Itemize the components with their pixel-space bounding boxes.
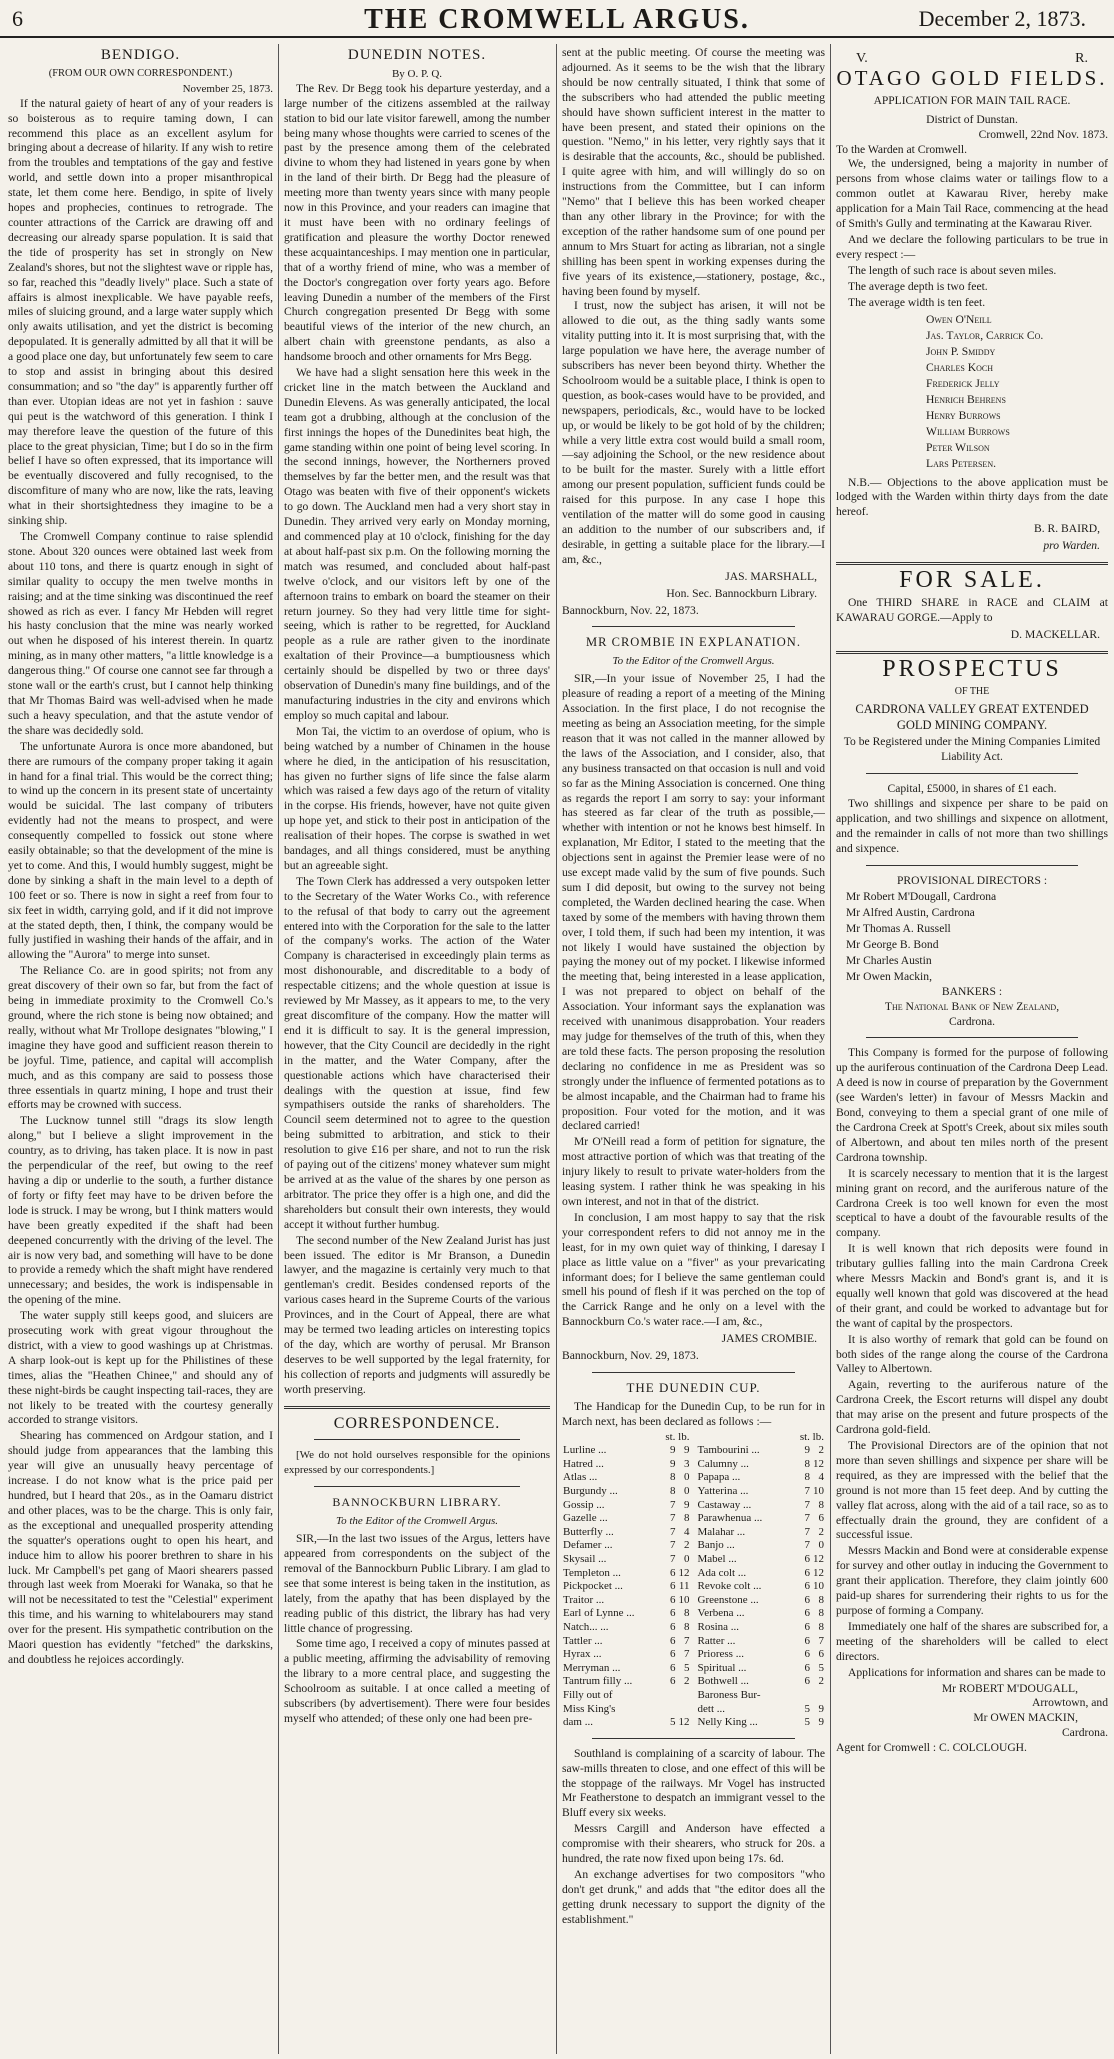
paragraph: sent at the public meeting. Of course the meeting was adjourned. As it seems to be the wish that the library should be now centrally situated, I think that some of the subscribers who had attended the public meeting should have shown sufficient interest in the matter to have been present, and stated their opinions on the question. "Nemo," in his letter, very rightly says that it is desirable that the accounts, &c., should be published. I quite agree with him, and will willingly do so on instructions from the Committee, but I can inform "Nemo" that I believe this has been worked cheaper than any other library in the Province; for with the exception of the rather handsome sum of one pound per annum to Mrs Stuart for acting as librarian, not a single shilling has been spent in working expenses during the five years of its existence,—stationery, postage, &c., having been found by myself. [562, 46, 825, 298]
weight-pounds: 6 [818, 1648, 824, 1661]
weight-pounds: 10 [813, 1485, 824, 1498]
bank-location: Cardrona. [948, 1014, 996, 1028]
divider [314, 1486, 520, 1487]
paragraph: The water supply still keeps good, and sluicers are prosecuting work with great vigour throughout the district, with a view to good washings up at Christmas. A sharp look-out is kept up for the Philistines of these times, alias the "Heathen Chinee," and should any of these night-birds be caught inspecting tail-races, they are not likely to be treated with the courtesy generally accorded to strange visitors. [8, 1309, 273, 1427]
weight-stone: 9 [670, 1457, 676, 1470]
horse-name: Parawhenua ... [697, 1512, 763, 1525]
horse-name: Lurline ... [563, 1444, 607, 1457]
handicap-table-right [697, 1431, 826, 1730]
weight-pounds: 0 [684, 1553, 690, 1565]
weight-pounds: 6 [818, 1512, 824, 1525]
column-bendigo [8, 46, 273, 2051]
handicap-row [562, 1621, 691, 1635]
weight-pounds: 3 [684, 1457, 690, 1470]
handicap-row [562, 1499, 691, 1513]
paragraph: SIR,—In your issue of November 25, I had the pleasure of reading a report of a meeting of the Mining Association. In the first place, I do not recognise the meeting as being an Association meeting, for the simple reason that it was not called in the manner allowed by the laws of the Association, and I consider, also, that any business transacted on that occasion is null and void so far as the Mining Association is concerned. One thing as regards the report I am sorry to say: your informant has steered as far clear of the truth as possible,—whether with intention or not he knows best himself. In explanation, Mr Editor, I stated to the meeting that the objections sent in against the Premier lease were of no use except made valid by the sum of five pounds. Such sum I did deposit, but owing to the survey not being completed, the Warden declined hearing the case. When taxed by some of the members with having thrown them over, I told them, if such had been my intention, it was not likely I would have sustained the objection by paying the money out of my pocket. I likewise informed the meeting that, being interested in a lease application, I was not prepared to object on behalf of the Association. Your informant says the explanation was received with unanimous disapprobation. Your readers may judge for themselves of the truth of this, when they are told these facts. The person proposing the resolution declaring no confidence in me as President was so strongly under the influence of fermented potations as to be almost incapable, and the Chairman had to frame his proposition. Four voted for the motion, and it was declared carried! [562, 672, 825, 1133]
weight-stone: 6 [804, 1580, 810, 1593]
paragraph: It is also worthy of remark that gold can be found on both sides of the range along the course of the Cardrona Valley to Albertown. [836, 1332, 1108, 1376]
handicap-row [697, 1458, 826, 1472]
paragraph: If the natural gaiety of heart of any of your readers is so boisterous as to require taming down, I can recommend this place as an excellent asylum for bringing about a decrease of hilarity. If any wish to retire from the troubles and temptations of the gay and festive world, and settle down into a proper misanthropical state, let them come here. Bendigo, in spite of lively hopes and prophecies, continues to retrograde. The counter attractions of the Carrick are drawing off and decreasing our already sparse population. It is said that the tide of prosperity has set in strongly on New Zealand's shores, but not the slightest wave or ripple has, so far, reached this "deadly lively" place. Such a state of affairs is almost inexplicable. We have payable reefs, miles of sluicing ground, and a large water supply which only awaits utilisation, and yet the district is becoming depopulated. It is generally admitted by all that it will be a good place one day, but unfortunately few seem to care to stop and assist in bringing about this desired consummation; and so "the day" is apparently further off than ever. Utopian ideas are not yet in fashion : sauve qui peut is the watchword of this generation. I think I may therefore leave the question of the future of this place to the great physician, Time; but I do so in the firm belief I have so often expressed, that its importance will be eventually discovered and fully recognised, to the discomfiture of many who are now, like the rats, leaving what in their shortsightedness they imagine to be a sinking ship. [8, 96, 273, 528]
weight-stone: 5 [670, 1716, 676, 1729]
handicap-row [697, 1485, 826, 1499]
weight-pounds: 8 [684, 1607, 690, 1620]
weight-pounds: 8 [818, 1593, 824, 1606]
weight-pounds: 12 [813, 1566, 824, 1579]
handicap-row [697, 1689, 826, 1703]
particular: The average width is ten feet. [848, 295, 986, 309]
handicap-row [697, 1594, 826, 1608]
weight-pounds: 7 [818, 1634, 824, 1647]
divider [836, 651, 1108, 654]
handicap-row [562, 1444, 691, 1458]
weight-stone [663, 1703, 677, 1717]
handicap-row [697, 1607, 826, 1621]
editor-note: [We do not hold ourselves responsible for the opinions expressed by our correspondents.] [284, 1449, 550, 1477]
divider [314, 1439, 520, 1440]
weight-stone: 7 [804, 1525, 810, 1538]
weight-stone: 6 [804, 1620, 810, 1633]
weight-stone: 6 [804, 1566, 810, 1579]
column-dunedin-notes [284, 46, 550, 2051]
bank-name: The National Bank of New Zealand, [884, 999, 1060, 1013]
weight-pounds: 5 [818, 1661, 824, 1674]
horse-name: Calumny ... [697, 1457, 749, 1470]
advert-title-for-sale: FOR SALE. [899, 567, 1045, 594]
cipher-r: R. [1075, 51, 1088, 66]
contact-name: Mr ROBERT M'DOUGALL, [941, 1681, 1078, 1695]
handicap-row [697, 1621, 826, 1635]
weight-stone: 9 [670, 1444, 676, 1457]
paragraph: The Provisional Directors are of the opinion that not more than seven shillings and sixpence per share will be required, as they are impressed with the belief that the ground is not more than 15 feet deep. And by cutting the valley flat across, along with the aid of a tail race, so as to effectually drain the ground, they are confident of a successful issue. [836, 1439, 1108, 1542]
weight-pounds: 0 [818, 1539, 824, 1552]
weight-stone: 6 [670, 1661, 676, 1674]
weight-pounds: 2 [684, 1675, 690, 1688]
column-rule [278, 44, 279, 2054]
contact-name: Mr OWEN MACKIN, [973, 1711, 1078, 1725]
horse-name: Gazelle ... [563, 1512, 608, 1525]
weight-stone: 6 [804, 1648, 810, 1661]
weight-pounds: 9 [684, 1498, 690, 1511]
column-rule [556, 44, 557, 2054]
paragraph: The Lucknow tunnel still "drags its slow length along," but I believe a slight improvement in the country, as to driving, has taken place. It is now in past the perpendicular of the reef, but owing to the reef having a dip or underlie to the south, a further distance of forty or fifty feet may have to be driven before the lode is struck. I may be wrong, but I think matters would have been greatly expedited if the shaft had been deepened concurrently with the driving of the level. The air is now very bad, and something will have to be done to provide a remedy which the shaft might have rendered unnecessary; and besides, the work is indispensable in the opening of the mine. [8, 1114, 273, 1307]
divider [836, 562, 1108, 565]
paragraph: We, the undersigned, being a majority in number of persons from whose claims water or tailings flow to a common outlet at Kawarau River, hereby make application for a Main Tail Race, commencing at the head of Smith's Gully and terminating at the Kawarau River. [836, 157, 1108, 231]
horse-name: Filly out of [563, 1688, 613, 1701]
weight-stone: 7 [804, 1539, 810, 1552]
weight-stone: 7 [670, 1525, 676, 1538]
cipher-v: V. [856, 51, 868, 66]
weight-stone: 6 [670, 1634, 676, 1647]
column-correspondence [562, 46, 825, 2051]
paragraph: Immediately one half of the shares are subscribed for, a meeting of the shareholders will be called to elect directors. [836, 1619, 1108, 1663]
weight-unit-header: st. lb. [799, 1430, 824, 1443]
weight-pounds: 8 [818, 1498, 824, 1511]
paragraph: Messrs Cargill and Anderson have effected a compromise with their shearers, who struck for 20s. a hundred, the rate now fixed upon being 17s. 6d. [562, 1822, 825, 1866]
weight-stone: 6 [670, 1566, 676, 1579]
divider [592, 1372, 795, 1373]
applicant-name: Owen O'Neill [926, 312, 992, 326]
paragraph: The Cromwell Company continue to raise splendid stone. About 320 ounces were obtained last week from about 110 tons, and there is quartz enough in sight of similar quality to occupy the men twelve months in raising; and at the time sinking was discontinued the reef showed as rich as ever. I fancy Mr Hebden will regret his hasty conclusion that the mine was nearly worked out when he disposed of his interest therein. In quartz mining, as in many other matters, "a little knowledge is a dangerous thing." Of course one cannot see far through a stone wall or the earth's crust, but I cannot help thinking that Mr Thomas Baird was well-advised when he made such a heavy speculation, and that the astute vendor of the share was decidedly sold. [8, 530, 273, 737]
horse-name: Pickpocket ... [563, 1580, 623, 1593]
handicap-row [562, 1539, 691, 1553]
weight-pounds: 11 [678, 1580, 690, 1593]
weight-stone [797, 1689, 811, 1703]
page-number: 6 [12, 6, 23, 31]
registration-note: To be Registered under the Mining Companies Limited Liability Act. [843, 735, 1101, 764]
weight-stone: 8 [670, 1471, 676, 1484]
advert-addressee: To the Warden at Cromwell. [836, 142, 968, 156]
paragraph: An exchange advertises for two compositors "who don't get drunk," and adds that "the editor does all the getting drunk necessary to support the dignity of the establishment." [562, 1867, 825, 1926]
weight-pounds: 8 [818, 1607, 824, 1620]
weight-stone: 6 [670, 1675, 676, 1688]
horse-name: Tambourini ... [697, 1444, 760, 1457]
directors-heading: PROVISIONAL DIRECTORS : [896, 873, 1048, 887]
weight-stone: 7 [804, 1498, 810, 1511]
handicap-row [697, 1716, 826, 1730]
handicap-row [562, 1675, 691, 1689]
paragraph: In conclusion, I am most happy to say that the risk your correspondent refers to did not annoy me in the least, for in my own quiet way of thinking, I daresay I place as little value on a "fiver" as your prevaricating informant does; for I believe the same gentleman could smell his pound of flesh if it was perched on the top of the Carrick Range and he only on a level with the Bannockburn Co.'s water race.—I am, &c., [562, 1210, 825, 1329]
horse-name: Butterfly ... [563, 1525, 614, 1538]
horse-name: Skysail ... [563, 1553, 607, 1565]
handicap-row [697, 1499, 826, 1513]
horse-name: Mabel ... [697, 1553, 737, 1565]
applicant-name: Henrich Behrens [926, 392, 1006, 406]
paragraph: The Town Clerk has addressed a very outspoken letter to the Secretary of the Water Works Co., with reference to the refusal of that body to carry out the agreement entered into with the Corporation for the sale to the latter of the company's works. The action of the Water Company is characterised in exceedingly plain terms as most dishonourable, and discreditable to a body of respectable citizens; and the whole question at issue is reviewed by Mr Massey, as it appears to me, to the very great discomfiture of the company. How the matter will end it is difficult to say. It is the general impression, however, that the City Council are decidedly in the right in the matter, and the Water Company, after the questionable actions which have characterised their dealings with the question at issue, find few sympathisers outside the ranks of shareholders. The Council seem determined not to agree to the question being submitted to arbitration, and stick to their resolution to give £16 per share, and not to run the risk of paying out of the citizens' money whatever sum might be arrived at as the value of the shares by one person as arbitrator. The price they offer is a high one, and did the shareholders but consult their own interests, they would accept it without further humbug. [284, 874, 550, 1231]
applicant-name: John P. Smiddy [926, 344, 996, 358]
handicap-row [697, 1675, 826, 1689]
signature-title: Hon. Sec. Bannockburn Library. [666, 586, 817, 600]
weight-stone: 8 [804, 1457, 810, 1470]
weight-stone: 6 [804, 1661, 810, 1674]
handicap-row [562, 1485, 691, 1499]
horse-name: Natch... ... [563, 1620, 609, 1633]
signature: JAS. MARSHALL, [725, 569, 817, 583]
paragraph: And we declare the following particulars to be true in every respect :— [836, 232, 1108, 261]
weight-pounds: 10 [813, 1580, 824, 1593]
applicant-name: William Burrows [926, 424, 1010, 438]
advert-title-gold-fields: OTAGO GOLD FIELDS. [836, 65, 1108, 90]
horse-name: Greenstone ... [697, 1593, 759, 1606]
weight-stone: 6 [804, 1553, 810, 1565]
horse-name: Banjo ... [697, 1539, 735, 1552]
handicap-row [562, 1471, 691, 1485]
weight-pounds: 12 [813, 1457, 824, 1470]
weight-pounds: 0 [684, 1471, 690, 1484]
column-advertisements [836, 46, 1108, 2051]
weight-stone: 5 [804, 1716, 810, 1729]
weight-pounds: 10 [678, 1593, 690, 1606]
horse-name: dett ... [697, 1702, 725, 1715]
weight-pounds: 2 [684, 1539, 690, 1552]
paragraph: The Rev. Dr Begg took his departure yesterday, and a large number of the citizens assembled at the railway station to bid our late visitor farewell, among the number being many whose thoughts were carried to scenes of the past by the presence among them of the celebrated divine to whom they had listened in years gone by when in the land of their birth. Dr Begg had the pleasure of meeting more than twenty years since with many people now in this Province, and your readers can imagine that it must have been with no ordinary feelings of gratification and pleasure the worthy Doctor renewed these acquaintanceships. I may mention one in particular, that of a worthy friend of mine, who was a member of the Doctor's congregation over forty years ago. Before leaving Dunedin a number of the members of the First Church congregation presented Dr Begg with some beautiful views of the interior of the new church, an albert chain with greenstone pendants, as also a handsome brooch and other ornaments for Mrs Begg. [284, 81, 550, 364]
company-name: CARDRONA VALLEY GREAT EXTENDED GOLD MINING COMPANY. [855, 702, 1089, 733]
weight-pounds: 8 [684, 1620, 690, 1633]
weight-unit-header: st. lb. [665, 1430, 690, 1443]
signature: JAMES CROMBIE. [721, 1332, 817, 1346]
paragraph: It is scarcely necessary to mention that it is the largest mining grant on record, and the auriferous nature of the Cardrona Creek is too well known for even the most sceptical to have a doubt of the favourable results of the company. [836, 1166, 1108, 1240]
director-name: Mr Robert M'Dougall, Cardrona [846, 889, 997, 903]
weight-stone: 6 [804, 1607, 810, 1620]
paragraph: Again, reverting to the auriferous nature of the Cardrona Creek, the Escort returns will dispel any doubt that may arise on the present and future prospects of the Cardrona gold-field. [836, 1378, 1108, 1437]
paragraph: The Reliance Co. are in good spirits; not from any great discovery of their own so far, but from the fact of being in immediate proximity to the Cromwell Co.'s ground, where the rich stone is being now obtained; and really, without what Mr Trollope designates "blowing," I imagine they have good and sufficient reason therein to be joyful. Time, patience, and capital will accomplish much, and as this company are said to possess those three essentials in quartz mining, I hope and trust their efforts may be crowned with success. [8, 964, 273, 1112]
horse-name: Hyrax ... [563, 1648, 602, 1661]
byline: (FROM OUR OWN CORRESPONDENT.) [48, 67, 233, 79]
horse-name: Rosina ... [697, 1620, 740, 1633]
article-heading-dunedin-notes: DUNEDIN NOTES. [347, 47, 487, 63]
handicap-row [697, 1567, 826, 1581]
horse-name: Burgundy ... [563, 1485, 618, 1498]
handicap-row [562, 1594, 691, 1608]
weight-pounds: 12 [813, 1553, 824, 1565]
signature-title: pro Warden. [1043, 539, 1100, 553]
letter-addressee: To the Editor of the Cromwell Argus. [612, 655, 775, 668]
weight-stone: 7 [670, 1498, 676, 1511]
handicap-row [697, 1539, 826, 1553]
weight-pounds: 2 [818, 1444, 824, 1457]
horse-name: Merryman ... [563, 1661, 621, 1674]
weight-pounds: 4 [818, 1471, 824, 1484]
horse-name: Castaway ... [697, 1498, 752, 1511]
weight-stone: 8 [804, 1471, 810, 1484]
weight-stone: 7 [670, 1539, 676, 1552]
handicap-row [697, 1580, 826, 1594]
advert-date: Cromwell, 22nd Nov. 1873. [978, 127, 1108, 141]
handicap-row [562, 1567, 691, 1581]
handicap-row [697, 1512, 826, 1526]
weight-pounds: 4 [684, 1525, 690, 1538]
contact-location: Arrowtown, and [1032, 1696, 1108, 1710]
prospectus-of: OF THE [954, 685, 990, 697]
letter-place-date: Bannockburn, Nov. 29, 1873. [562, 1349, 699, 1363]
paragraph: N.B.— Objections to the above application must be lodged with the Warden within thirty days from the date hereof. [836, 475, 1108, 519]
horse-name: Verbena ... [697, 1607, 745, 1620]
paragraph: We have had a slight sensation here this week in the cricket line in the match between the Auckland and Dunedin Elevens. As was generally anticipated, the local team got a drubbing, although at the conclusion of the first innings the hopes of the Dunedinites beat high, the game standing within one point of being level scoring. In the second innings, however, the Northerners proved themselves by far the better men, and the result was that Otago was beaten with five of their opponent's wickets to go down. The Auckland men had a very short stay in Dunedin. They arrived very early on Monday morning, and commenced play at 10 o'clock, finishing for the day at about half-past six p.m. On the following morning the match was resumed, and concluded about half-past twelve o'clock, and our visitors left by one of the afternoon trains to embark on board the steamer on their return journey. So they had very little time for sight-seeing, which is rather to be regretted, for Auckland people as a rule are rather given to the inordinate exaltation of their Province—a bumptiousness which certainly should be dispelled by two or three days' observation of Dunedin's many fine buildings, and of the manufacturing industries in the city and environs which employ so much capital and labour. [284, 366, 550, 722]
director-name: Mr Thomas A. Russell [846, 921, 951, 935]
article-heading-bendigo: BENDIGO. [100, 47, 181, 63]
horse-name: Ada colt ... [697, 1566, 747, 1579]
handicap-row [697, 1553, 826, 1567]
handicap-table-left [562, 1431, 691, 1730]
weight-stone: 6 [804, 1593, 810, 1606]
paragraph: One THIRD SHARE in RACE and CLAIM at KAWARAU GORGE.—Apply to [836, 595, 1108, 624]
section-heading-correspondence: CORRESPONDENCE. [333, 1414, 501, 1432]
divider [592, 626, 795, 627]
paragraph: The unfortunate Aurora is once more abandoned, but there are rumours of the company proper taking it again in hand for a final trial. This would be the correct thing; to wind up the concern in its present state of uncertainty would be suicidal. The last company of tributers evidently had not the means to prospect, and were consequently compelled to fossick out stone where easily obtainable; so that the development of the mine is yet to come. And this, I would humbly suggest, might be done by sinking a shaft in the main level to a depth of 100 feet or so. There is now in sight a reef from four to six feet in width, carrying gold, and if it did not improve at the stated depth, then, I think, the company would be fully justified in washing their hands of the affair, and in allowing the "Aurora" to merge into sunset. [8, 739, 273, 962]
paragraph: Mr O'Neill read a form of petition for signature, the most attractive portion of which was that treating of the injury likely to result to private water-holders from the leasing system. I rather think he was speaking in his own interest, and not in that of the district. [562, 1135, 825, 1208]
masthead [0, 0, 1114, 38]
weight-pounds [677, 1689, 691, 1703]
weight-pounds: 7 [684, 1648, 690, 1661]
article-heading-dunedin-cup: THE DUNEDIN CUP. [626, 1379, 761, 1395]
paragraph: Shearing has commenced on Ardgour station, and I should judge from appearances that the lambing this year will give an unusually heavy percentage of increase. I do not know what is the price paid per hundred, but I heard that 20s., as in the Oamaru district and other places, was to be the charge. This is only fair, as the exceptional and unequalled prosperity attending the squatter's operations ought to open his heart, and induce him to allow his poorer brethren to share in his luck. Mr Campbell's pet gang of Maori shearers passed through last week from Moeraki for Wanaka, so that he will not be necessitated to test the "Celestial" experiment this time, and his warning to whitelabourers may stand over for the present. His sympathetic contribution on the Maori question has evidently "fetched" the darkskins, and doubtless he rejoices accordingly. [8, 1429, 273, 1666]
district-name: District of Dunstan. [926, 112, 1018, 126]
handicap-row [697, 1662, 826, 1676]
newspaper-title: THE CROMWELL ARGUS. [364, 4, 750, 35]
paragraph: Messrs Mackin and Bond were at considerable expense for survey and other outlay in inducing the Government to grant their application. Therefore, they claim jointly 600 paid-up shares for surrendering their rights to us for the purpose of forming a Company. [836, 1544, 1108, 1617]
horse-name: Earl of Lynne ... [563, 1607, 635, 1620]
divider [866, 1037, 1078, 1038]
horse-name: Gossip ... [563, 1498, 605, 1511]
handicap-row [562, 1689, 691, 1703]
handicap-row [697, 1703, 826, 1717]
weight-stone: 7 [804, 1512, 810, 1525]
paragraph: Mon Tai, the victim to an overdose of opium, who is being watched by a number of Chinamen in the house where he died, in the anticipation of his resuscitation, has given no further signs of life since the false alarm which was raised a few days ago of the return of vitality in the corpse. His friends, however, have not quite given up hope yet, and stick to their post in anticipation of the realisation of their hopes. The corpse is swathed in wet bandages, and all things considered, must be anything but an agreeable sight. [284, 724, 550, 872]
weight-pounds: 9 [818, 1702, 824, 1715]
capital: Capital, £5000, in shares of £1 each. [887, 782, 1057, 796]
handicap-row [562, 1662, 691, 1676]
horse-name: Prioress ... [697, 1648, 744, 1661]
weight-stone: 6 [670, 1580, 676, 1593]
weight-stone: 6 [804, 1675, 810, 1688]
agent: Agent for Cromwell : C. COLCLOUGH. [836, 1741, 1027, 1755]
weight-stone: 6 [804, 1634, 810, 1647]
bankers-heading: BANKERS : [941, 984, 1003, 998]
weight-stone: 6 [670, 1593, 676, 1606]
handicap-row [562, 1703, 691, 1717]
horse-name: Malahar ... [697, 1525, 746, 1538]
horse-name: Defamer ... [563, 1539, 613, 1552]
paragraph: Some time ago, I received a copy of minutes passed at a public meeting, affirming the advisability of removing the library to a more central place, and suggesting the Schoolroom as suitable. I at once called a meeting of subscribers (by advertisement). There were four besides myself who attended; of these only one had been pre- [284, 1637, 550, 1725]
applicant-name: Peter Wilson [926, 440, 990, 454]
weight-pounds: 9 [818, 1716, 824, 1729]
horse-name: Atlas ... [563, 1471, 598, 1484]
applicant-name: Lars Petersen. [926, 456, 996, 470]
handicap-row [562, 1635, 691, 1649]
weight-pounds: 2 [818, 1525, 824, 1538]
advert-subtitle: APPLICATION FOR MAIN TAIL RACE. [873, 94, 1071, 107]
weight-stone [663, 1689, 677, 1703]
handicap-row [562, 1458, 691, 1472]
applicant-name: Frederick Jelly [926, 376, 1000, 390]
applicant-name: Charles Koch [926, 360, 994, 374]
horse-name: Spiritual ... [697, 1661, 747, 1674]
horse-name: Traitor ... [563, 1593, 605, 1606]
paragraph: It is well known that rich deposits were found in tributary gullies falling into the main Cardrona Creek where Messrs Mackin and Bond's grant is, and it is equally well known that gold was discovered at the head of their grant, and could be worked to advantage but for the want of capital by the prospectors. [836, 1242, 1108, 1330]
horse-name: Papapa ... [697, 1471, 741, 1484]
weight-stone: 7 [670, 1553, 676, 1565]
applicant-list [836, 312, 1108, 472]
handicap-row [562, 1648, 691, 1662]
handicap-row [562, 1580, 691, 1594]
horse-name: Ratter ... [697, 1634, 736, 1647]
paragraph: Applications for information and shares can be made to [848, 1665, 1106, 1679]
weight-stone: 6 [670, 1648, 676, 1661]
divider [284, 1406, 550, 1409]
paragraph: The Handicap for the Dunedin Cup, to be run for in March next, has been declared as follows :— [562, 1399, 825, 1428]
handicap-row [562, 1716, 691, 1730]
letter-place-date: Bannockburn, Nov. 22, 1873. [562, 603, 699, 617]
horse-name: dam ... [563, 1716, 593, 1729]
weight-stone: 6 [670, 1620, 676, 1633]
director-name: Mr Alfred Austin, Cardrona [846, 905, 975, 919]
director-name: Mr Charles Austin [846, 953, 932, 967]
paragraph: Two shillings and sixpence per share to be paid on application, and two shillings and sixpence on allotment, and the remainder in calls of not more than two shillings and sixpence. [836, 797, 1108, 855]
weight-pounds [677, 1703, 691, 1717]
weight-stone: 6 [670, 1607, 676, 1620]
applicant-name: Jas. Taylor, Carrick Co. [926, 328, 1044, 342]
weight-stone: 9 [804, 1444, 810, 1457]
weight-pounds: 5 [684, 1661, 690, 1674]
letter-heading-crombie: MR CROMBIE IN EXPLANATION. [586, 635, 801, 650]
particular: The average depth is two feet. [848, 279, 988, 293]
handicap-row [562, 1512, 691, 1526]
horse-name: Yatterina ... [697, 1485, 749, 1498]
divider [592, 1738, 795, 1739]
horse-name: Hatred ... [563, 1457, 604, 1470]
handicap-table [562, 1431, 825, 1730]
handicap-row [697, 1648, 826, 1662]
handicap-row [562, 1526, 691, 1540]
horse-name: Miss King's [563, 1702, 616, 1715]
weight-pounds: 12 [678, 1716, 690, 1729]
paragraph: Southland is complaining of a scarcity of labour. The saw-mills threaten to close, and one effect of this will be the stoppage of the railways. Mr Vogel has instructed Mr Featherstone to despatch an immigrant vessel to the Bluff every six weeks. [562, 1746, 825, 1820]
horse-name: Templeton ... [563, 1566, 621, 1579]
advert-title-prospectus: PROSPECTUS [882, 655, 1062, 682]
weight-pounds: 8 [818, 1620, 824, 1633]
handicap-row [697, 1471, 826, 1485]
signature: D. MACKELLAR. [1010, 627, 1100, 641]
handicap-row [697, 1635, 826, 1649]
royal-cipher [836, 52, 1108, 67]
weight-stone: 5 [804, 1702, 810, 1715]
handicap-row [697, 1526, 826, 1540]
horse-name: Tattler ... [563, 1634, 603, 1647]
applicant-name: Henry Burrows [926, 408, 1001, 422]
handicap-row [562, 1553, 691, 1567]
column-rule [830, 44, 831, 2054]
paragraph: SIR,—In the last two issues of the Argus, letters have appeared from correspondents on the subject of the removal of the Bannockburn Public Library. I am glad to see that some interest is being taken in the institution, as lately, from the apathy that has been displayed by the reading public of this district, the library has had very little chance of progressing. [284, 1532, 550, 1635]
weight-stone: 7 [670, 1512, 676, 1525]
handicap-row [562, 1607, 691, 1621]
paragraph: This Company is formed for the purpose of following up the auriferous continuation of the Cardrona Deep Lead. A deed is now in course of preparation by the Government (see Warden's letter) in favour of Messrs Mackin and Bond, conveying to them a special grant of one mile of the Cardrona Creek at Spott's Creek, about six miles south of Albertown, and about ten miles north of the present Cardrona township. [836, 1046, 1108, 1164]
handicap-row [697, 1444, 826, 1458]
letter-addressee: To the Editor of the Cromwell Argus. [335, 1515, 499, 1528]
divider [866, 865, 1078, 866]
weight-pounds: 8 [684, 1512, 690, 1525]
weight-stone: 8 [670, 1485, 676, 1498]
paragraph: The second number of the New Zealand Jurist has just been issued. The editor is Mr Branson, a Dunedin lawyer, and the magazine is certainly very much to that gentleman's credit. Besides condensed reports of the various cases heard in the Supreme Courts of the various Provinces, and in the Court of Appeal, there are what may be termed two leading articles on interesting topics of the day, which are worthy of perusal. Mr Branson deserves to be well supported by the legal fraternity, for his collection of reports and judgments will assuredly be worth preserving. [284, 1233, 550, 1396]
dateline: November 25, 1873. [182, 82, 273, 95]
particular: The length of such race is about seven miles. [848, 263, 1057, 277]
directors-list [836, 889, 1108, 985]
weight-pounds: 9 [684, 1444, 690, 1457]
weight-pounds: 0 [684, 1485, 690, 1498]
contact-location: Cardrona. [1061, 1726, 1108, 1740]
director-name: Mr Owen Mackin, [846, 969, 932, 983]
byline: By O. P. Q. [391, 67, 443, 80]
horse-name: Revoke colt ... [697, 1580, 762, 1593]
signature: B. R. BAIRD, [1033, 522, 1100, 536]
weight-stone: 7 [804, 1485, 810, 1498]
horse-name: Bothwell ... [697, 1675, 749, 1688]
horse-name: Tantrum filly ... [563, 1675, 633, 1688]
weight-pounds [811, 1689, 825, 1703]
director-name: Mr George B. Bond [846, 937, 939, 951]
paragraph: I trust, now the subject has arisen, it will not be allowed to die out, as the thing sadly wants some vitality putting into it. It is most surprising that, with the large population we have here, the average number of subscribers has never been beyond thirty. Whether the Schoolroom would be a suitable place, I think is open to question, as book-cases would have to be provided, and newspapers, periodicals, &c., would have to be locked up, or would be likely to be got hold of by the children; while a very little extra cost would build a small room,—say adjoining the School, or the new residence about to be built for the master. Surely with a little effort among our present population, sufficient funds could be raised for this purpose. In any case I hope this ventilation of the matter will do some good in causing an addition to the number of our subscribers and, if desirable, in getting a suitable place for the library.—I am, &c., [562, 299, 825, 566]
horse-name: Baroness Bur- [697, 1688, 761, 1701]
issue-date: December 2, 1873. [918, 6, 1086, 31]
weight-pounds: 2 [818, 1675, 824, 1688]
letter-heading-library: BANNOCKBURN LIBRARY. [332, 1495, 502, 1510]
divider [866, 773, 1078, 774]
weight-pounds: 7 [684, 1634, 690, 1647]
horse-name: Nelly King ... [697, 1716, 758, 1729]
weight-pounds: 12 [678, 1566, 690, 1579]
